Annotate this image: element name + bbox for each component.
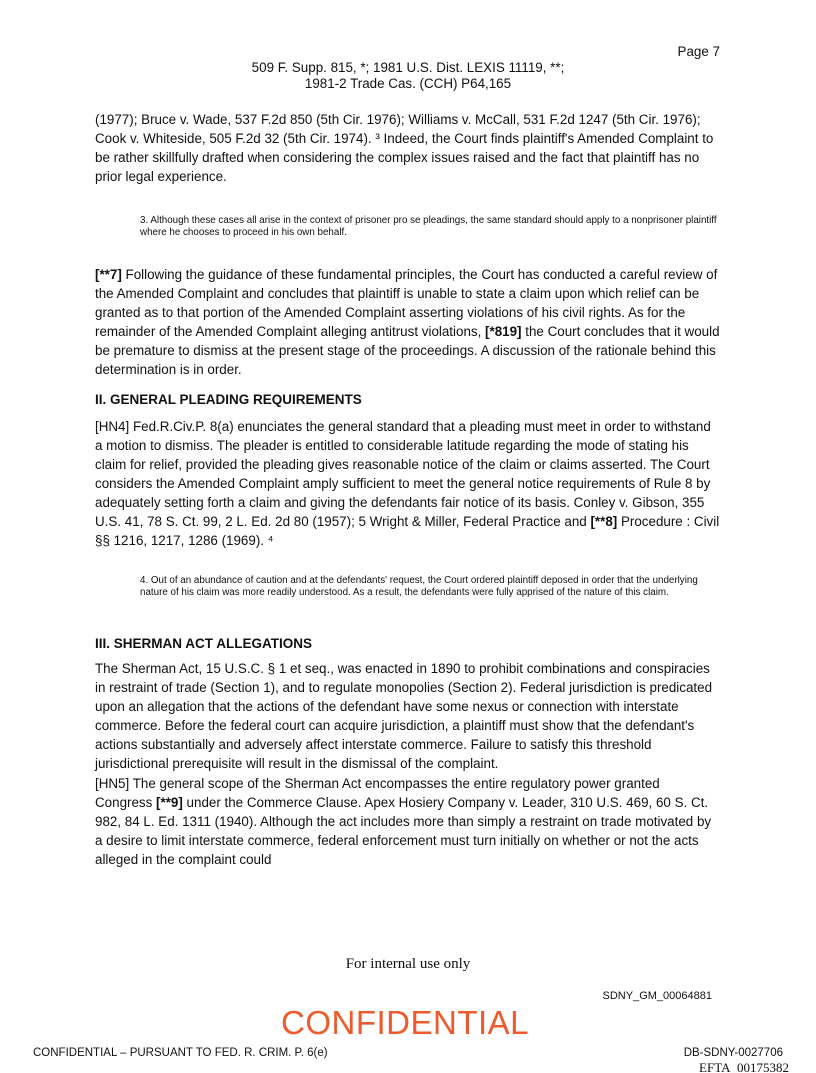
- confidential-stamp: CONFIDENTIAL: [280, 1004, 530, 1041]
- paragraph-star7: [**7] Following the guidance of these fundamental principles, the Court has conducted a careful review of the Amended Complaint and concludes that plaintiff is unable to state a claim upon which relief can be granted as to that portion of the Amended Complaint asserting violations of his civil rights. As for the remainder of the Amended Complaint alleging antitrust violations, [*819] the Court concludes that it would be premature to dismiss at the present stage of the proceedings. A discussion of the rationale behind this determination is in order.: [95, 267, 720, 378]
- internal-use-label: For internal use only: [345, 956, 471, 972]
- document-header: [0, 0, 816, 92]
- citation-line-1: 509 F. Supp. 815, *; 1981 U.S. Dist. LEXIS 11119, **;: [251, 60, 565, 75]
- bates-number-sdny-gm: SDNY_GM_00064881: [602, 990, 712, 1002]
- paragraph-hn4: [HN4] Fed.R.Civ.P. 8(a) enunciates the general standard that a pleading must meet in order to withstand a motion to dismiss. The pleader is entitled to considerable latitude regarding the mode of stating his claim for relief, provided the pleading gives reasonable notice of the claim or claims asserted. The Court considers the Amended Complaint amply sufficient to meet the general notice requirements of Rule 8 by adequately setting forth a claim and giving the defendants fair notice of its basis. Conley v. Gibson, 355 U.S. 41, 78 S. Ct. 99, 2 L. Ed. 2d 80 (1957); 5 Wright & Miller, Federal Practice and [**8] Procedure : Civil §§ 1216, 1217, 1286 (1969). ⁴: [95, 419, 720, 549]
- document-body: [95, 110, 720, 869]
- footnote-3: 3. Although these cases all arise in the context of prisoner pro se pleadings, the same standard should apply to a nonprisoner plaintiff where he chooses to proceed in his own behalf.: [140, 215, 717, 238]
- paragraph-case-citations: (1977); Bruce v. Wade, 537 F.2d 850 (5th Cir. 1976); Williams v. McCall, 531 F.2d 1247 (5th Cir. 1976); Cook v. Whiteside, 505 F.2d 32 (5th Cir. 1974). ³ Indeed, the Court finds plaintiff's Amended Complaint to be rather skillfully drafted when considering the complex issues raised and the fact that plaintiff has no prior legal experience.: [95, 112, 714, 184]
- bates-number-db-sdny: DB-SDNY-0027706: [683, 1047, 783, 1059]
- confidential-footer-line: CONFIDENTIAL – PURSUANT TO FED. R. CRIM. P. 6(e): [33, 1047, 328, 1059]
- heading-general-pleading-requirements: II. GENERAL PLEADING REQUIREMENTS: [95, 392, 362, 408]
- paragraph-hn5: [HN5] The general scope of the Sherman Act encompasses the entire regulatory power granted Congress [**9] under the Commerce Clause. Apex Hosiery Company v. Leader, 310 U.S. 469, 60 S. Ct. 982, 84 L. Ed. 1311 (1940). Although the act includes more than simply a restraint on trade motivated by a desire to limit interstate commerce, federal enforcement must turn initially on whether or not the acts alleged in the complaint could: [95, 776, 712, 868]
- footnote-4: 4. Out of an abundance of caution and at the defendants' request, the Court ordered plaintiff deposed in order that the underlying nature of his claim was more readily understood. As a result, the defendants were fully apprised of the nature of this claim.: [140, 575, 698, 598]
- citation-line-2: 1981-2 Trade Cas. (CCH) P64,165: [304, 76, 512, 91]
- page-number: Page 7: [677, 44, 720, 59]
- bates-number-efta: EFTA_00175382: [699, 1060, 789, 1073]
- heading-sherman-act-allegations: III. SHERMAN ACT ALLEGATIONS: [95, 636, 312, 652]
- paragraph-sherman-act: The Sherman Act, 15 U.S.C. § 1 et seq., was enacted in 1890 to prohibit combinations and conspiracies in restraint of trade (Section 1), and to regulate monopolies (Section 2). Federal jurisdiction is predicated upon an allegation that the actions of the defendant have some nexus or connection with interstate commerce. Before the federal court can acquire jurisdiction, a plaintiff must show that the defendant's actions substantially and adversely affect interstate commerce. Failure to satisfy this threshold jurisdictional prerequisite will result in the dismissal of the complaint.: [95, 661, 713, 772]
